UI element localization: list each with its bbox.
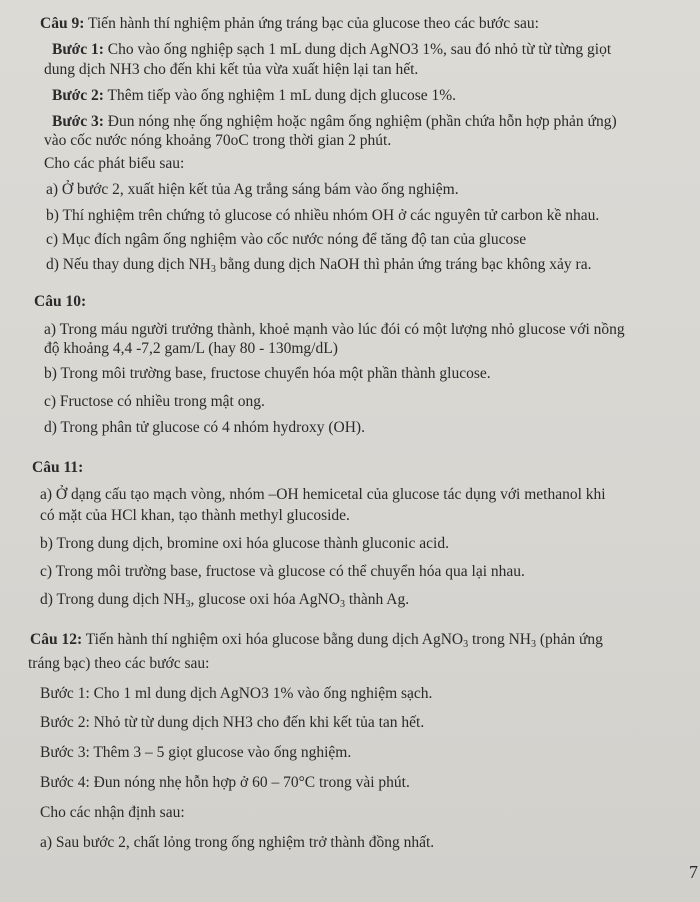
q12-step2: Bước 2: Nhỏ từ từ dung dịch NH3 cho đến khi kết tủa tan hết. [40,714,425,731]
q12-title-line2: tráng bạc) theo các bước sau: [28,655,210,672]
q12-statement-a: a) Sau bước 2, chất lỏng trong ống nghiệm trở thành đồng nhất. [40,834,435,851]
q9-step2: Bước 2: Thêm tiếp vào ống nghiệm 1 mL dung dịch glucose 1%. [52,87,457,104]
q12-step1: Bước 1: Cho 1 ml dung dịch AgNO3 1% vào ống nghiệm sạch. [40,685,433,702]
q11-statement-a-line2: có mặt của HCl khan, tạo thành methyl glucoside. [40,507,350,524]
page-number: 7 [689,862,698,882]
q10-statement-a-line1: a) Trong máu người trưởng thành, khoẻ mạnh vào lúc đói có một lượng nhỏ glucose với nồng [44,321,625,338]
q9-step3-line1: Bước 3: Đun nóng nhẹ ống nghiệm hoặc ngâm ống nghiệm (phần chứa hỗn hợp phản ứng) [52,113,617,130]
q11-title: Câu 11: [32,459,84,476]
q11-statement-b: b) Trong dung dịch, bromine oxi hóa glucose thành gluconic acid. [40,535,449,552]
q10-statement-d: d) Trong phân tử glucose có 4 nhóm hydroxy (OH). [44,419,365,436]
q9-statement-c: c) Mục đích ngâm ống nghiệm vào cốc nước nóng để tăng độ tan của glucose [46,231,527,248]
q9-statement-d: d) Nếu thay dung dịch $NH_3$ bằng dung dịch NaOH thì phản ứng tráng bạc không xảy ra. [46,256,592,275]
q11-statement-c: c) Trong môi trường base, fructose và glucose có thể chuyển hóa qua lại nhau. [40,563,525,580]
q10-statement-c: c) Fructose có nhiều trong mật ong. [44,393,265,410]
q12-intro: Cho các nhận định sau: [40,804,185,821]
q10-statement-a-line2: độ khoảng 4,4 -7,2 gam/L (hay 80 - 130mg/dL) [44,340,338,357]
q12-title-line1: Câu 12: Tiến hành thí nghiệm oxi hóa glucose bằng dung dịch AgNO$_3$ trong $NH_3$ (phản ứng [30,631,603,650]
q11-statement-d: d) Trong dung dịch $NH_3$, glucose oxi hóa AgNO$_3$ thành Ag. [40,591,410,610]
q12-step3: Bước 3: Thêm 3 – 5 giọt glucose vào ống nghiệm. [40,744,352,761]
q9-title: Câu 9: Tiến hành thí nghiệm phản ứng tráng bạc của glucose theo các bước sau: [40,15,539,32]
q9-step1-line1: Bước 1: Cho vào ống nghiệp sạch 1 mL dung dịch AgNO3 1%, sau đó nhỏ từ từ từng giọt [52,41,612,58]
q11-statement-a-line1: a) Ở dạng cấu tạo mạch vòng, nhóm –OH hemicetal của glucose tác dụng với methanol khi [40,486,606,503]
q9-step3-line2: vào cốc nước nóng khoảng 70oC trong thời gian 2 phút. [44,132,392,149]
q10-title: Câu 10: [34,293,87,310]
q9-intro: Cho các phát biểu sau: [44,155,185,172]
q9-statement-b: b) Thí nghiệm trên chứng tỏ glucose có nhiều nhóm OH ở các nguyên tử carbon kề nhau. [46,207,600,224]
q12-step4: Bước 4: Đun nóng nhẹ hỗn hợp ở 60 – 70°C trong vài phút. [40,774,410,791]
q9-statement-a: a) Ở bước 2, xuất hiện kết tủa Ag trắng sáng bám vào ống nghiệm. [46,181,459,198]
q10-statement-b: b) Trong môi trường base, fructose chuyển hóa một phần thành glucose. [44,365,491,382]
q9-step1-line2: dung dịch NH3 cho đến khi kết tủa vừa xuất hiện lại tan hết. [44,61,419,78]
